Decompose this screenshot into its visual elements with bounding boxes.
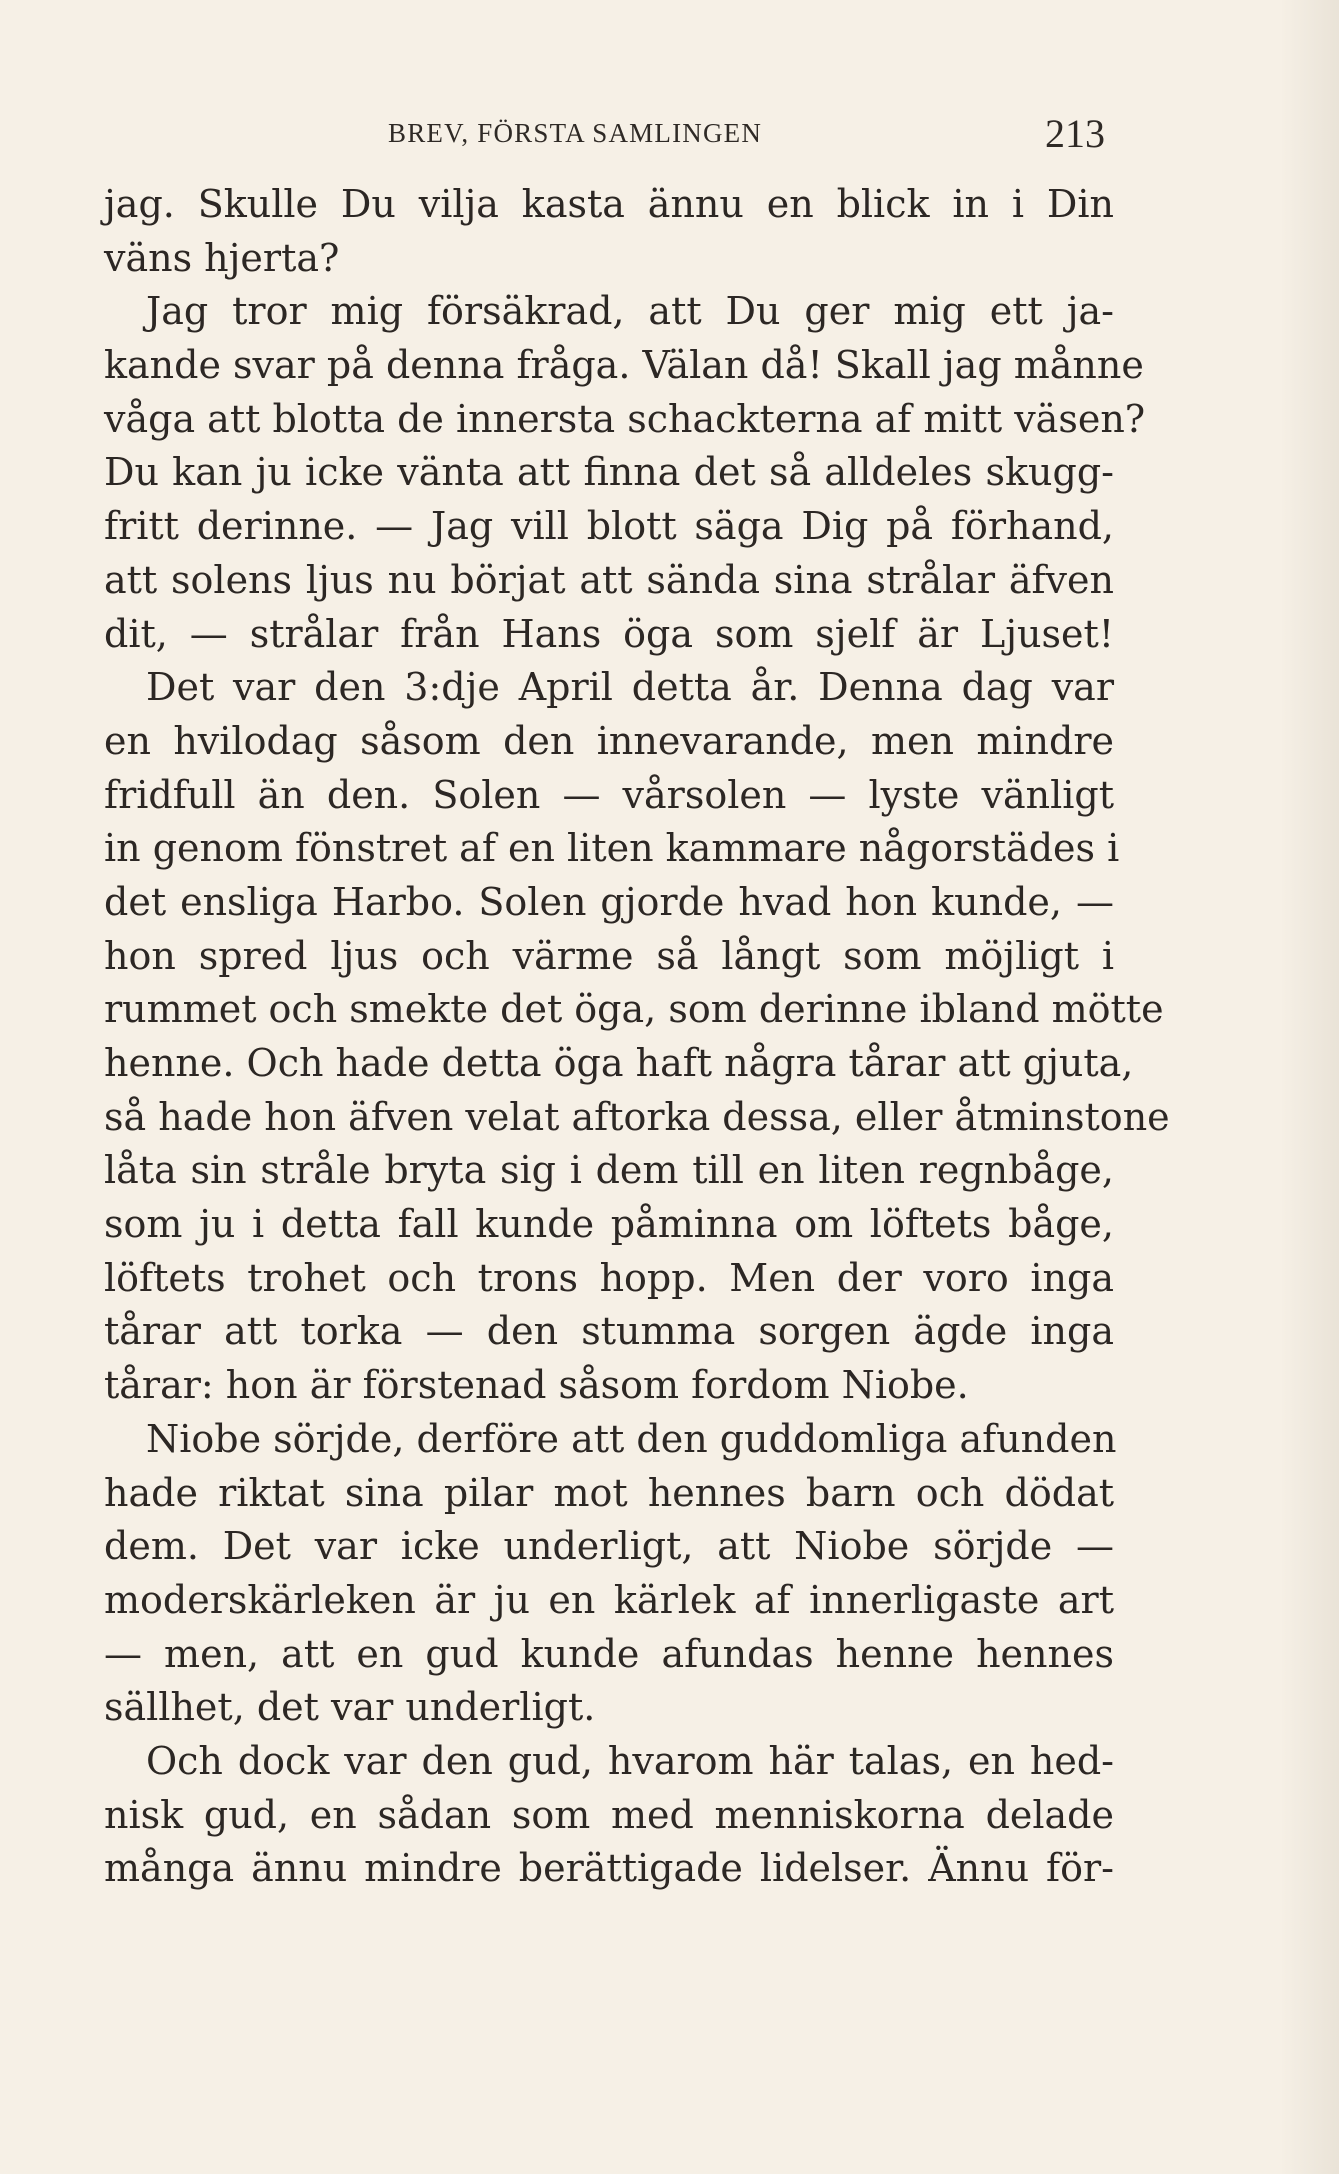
- text-line: så hade hon äfven velat aftorka dessa, eller åtminstone: [104, 1094, 1170, 1139]
- text-line: det ensliga Harbo. Solen gjorde hvad hon kunde, —: [104, 879, 1114, 924]
- text-line: Och dock var den gud, hvarom här talas, en hed-: [146, 1738, 1114, 1783]
- text-line: dem. Det var icke underligt, att Niobe sörjde —: [104, 1524, 1114, 1569]
- text-line: henne. Och hade detta öga haft några tårar att gjuta,: [104, 1041, 1134, 1085]
- text-line: väns hjerta?: [104, 235, 340, 280]
- text-line: Niobe sörjde, derföre att den guddomliga afunden: [146, 1416, 1117, 1461]
- text-line: moderskärleken är ju en kärlek af innerligaste art: [104, 1577, 1114, 1622]
- text-line: tårar: hon är förstenad såsom fordom Niobe.: [104, 1363, 969, 1408]
- running-title: BREV, FÖRSTA SAMLINGEN: [388, 118, 763, 148]
- text-line: tårar att torka — den stumma sorgen ägde inga: [104, 1309, 1114, 1354]
- text-line: fritt derinne. — Jag vill blott säga Dig på förhand,: [104, 504, 1114, 549]
- text-line: sällhet, det var underligt.: [104, 1685, 596, 1730]
- text-line: hon spred ljus och värme så långt som möjligt i: [104, 933, 1114, 978]
- text-line: dit, — strålar från Hans öga som sjelf är Ljuset!: [104, 611, 1114, 656]
- text-line: Det var den 3:dje April detta år. Denna dag var: [146, 665, 1114, 710]
- text-line: som ju i detta fall kunde påminna om löftets båge,: [104, 1202, 1114, 1247]
- text-line: — men, att en gud kunde afundas henne hennes: [104, 1631, 1114, 1676]
- text-line: hade riktat sina pilar mot hennes barn och dödat: [104, 1470, 1114, 1515]
- text-line: löftets trohet och trons hopp. Men der voro inga: [104, 1255, 1114, 1300]
- text-line: fridfull än den. Solen — vårsolen — lyste vänligt: [104, 772, 1114, 817]
- body-text: [104, 178, 1170, 1896]
- text-line: rummet och smekte det öga, som derinne ibland mötte: [104, 987, 1164, 1032]
- text-line: att solens ljus nu börjat att sända sina strålar äfven: [104, 557, 1114, 602]
- text-line: Du kan ju icke vänta att finna det så alldeles skugg-: [104, 450, 1114, 495]
- text-line: jag. Skulle Du vilja kasta ännu en blick in i Din: [104, 182, 1114, 226]
- page-number: 213: [1045, 111, 1105, 156]
- page-edge-shadow: [1279, 0, 1339, 2174]
- text-line: en hvilodag såsom den innevarande, men mindre: [104, 718, 1114, 763]
- text-line: in genom fönstret af en liten kammare någorstädes i: [104, 826, 1120, 871]
- text-line: låta sin stråle bryta sig i dem till en liten regnbåge,: [104, 1148, 1114, 1193]
- text-line: nisk gud, en sådan som med menniskorna delade: [104, 1792, 1114, 1837]
- text-line: Jag tror mig försäkrad, att Du ger mig ett ja-: [146, 289, 1114, 334]
- text-line: många ännu mindre berättigade lidelser. Ännu för-: [104, 1846, 1114, 1891]
- text-line: våga att blotta de innersta schackterna af mitt väsen?: [104, 396, 1146, 441]
- text-line: kande svar på denna fråga. Välan då! Skall jag månne: [104, 343, 1144, 388]
